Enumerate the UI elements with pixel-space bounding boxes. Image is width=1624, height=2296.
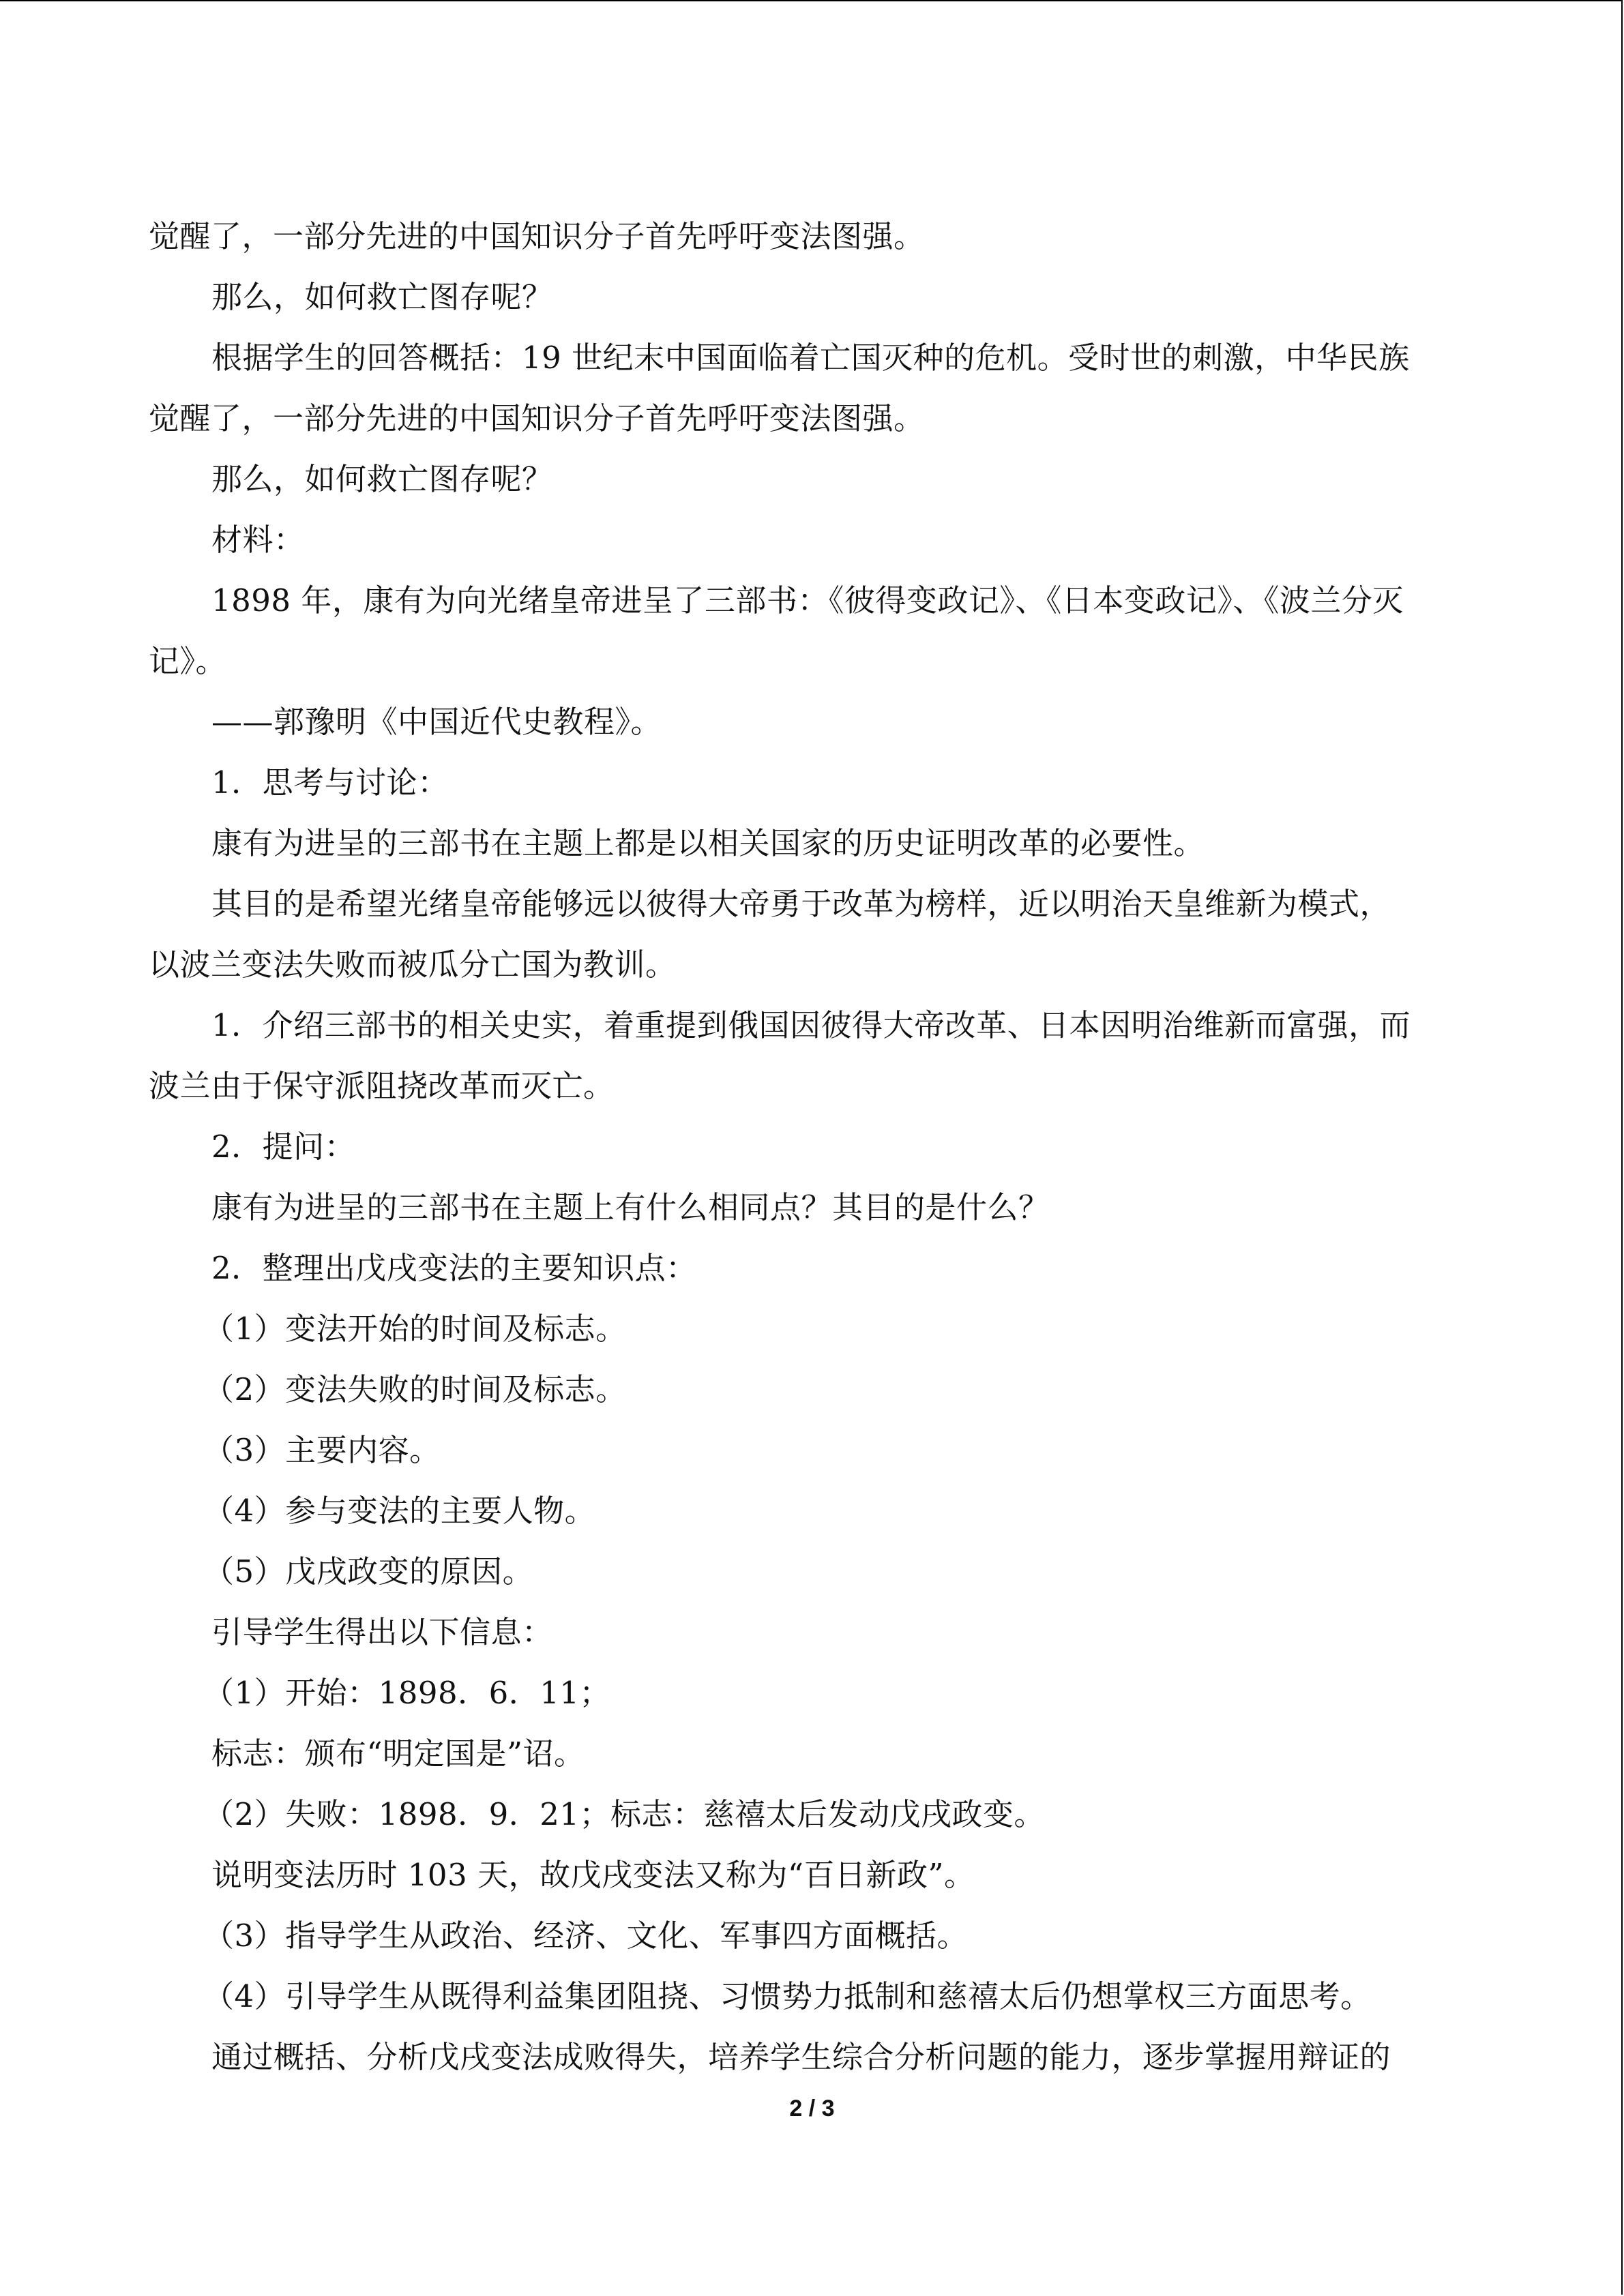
text-line: 以波兰变法失败而被瓜分亡国为教训。 <box>149 946 677 983</box>
text-line: 标志：颁布“明定国是”诏。 <box>211 1735 585 1772</box>
text-line: 引导学生得出以下信息： <box>211 1614 553 1650</box>
text-line: （2）失败：1898．9．21；标志：慈禧太后发动戊戌政变。 <box>203 1796 1046 1832</box>
text-line: 觉醒了，一部分先进的中国知识分子首先呼吁变法图强。 <box>149 218 925 254</box>
text-line: 1．思考与讨论： <box>211 764 449 801</box>
text-line: （3）主要内容。 <box>203 1432 441 1468</box>
text-line: （4）参与变法的主要人物。 <box>203 1493 596 1529</box>
text-line: （4）引导学生从既得利益集团阻挠、习惯势力抵制和慈禧太后仍想掌权三方面思考。 <box>203 1978 1372 2014</box>
text-line: 1．介绍三部书的相关史实，着重提到俄国因彼得大帝改革、日本因明治维新而富强，而 <box>211 1007 1411 1043</box>
text-line: （2）变法失败的时间及标志。 <box>203 1371 627 1407</box>
text-line: 2．提问： <box>211 1129 356 1165</box>
page-number: 2 / 3 <box>789 2096 835 2121</box>
text-line: 康有为进呈的三部书在主题上有什么相同点？其目的是什么？ <box>211 1189 1050 1225</box>
text-line: 1898 年，康有为向光绪皇帝进呈了三部书：《彼得变政记》、《日本变政记》、《波兰分灭 <box>211 582 1404 618</box>
text-line: 那么，如何救亡图存呢？ <box>211 279 553 315</box>
text-line: 康有为进呈的三部书在主题上都是以相关国家的历史证明改革的必要性。 <box>211 825 1205 861</box>
text-line: ——郭豫明《中国近代史教程》。 <box>211 704 662 740</box>
text-line: （1）开始：1898．6．11； <box>203 1675 611 1711</box>
text-line: 波兰由于保守派阻挠改革而灭亡。 <box>149 1068 615 1104</box>
text-line: 2．整理出戊戌变法的主要知识点： <box>211 1250 697 1286</box>
text-line: （3）指导学生从政治、经济、文化、军事四方面概括。 <box>203 1918 969 1954</box>
text-line: 根据学生的回答概括：19 世纪末中国面临着亡国灭种的危机。受时世的刺激，中华民族 <box>211 340 1410 376</box>
document-body <box>149 206 1473 2087</box>
text-line: （5）戊戌政变的原因。 <box>203 1553 534 1590</box>
text-line: 觉醒了，一部分先进的中国知识分子首先呼吁变法图强。 <box>149 400 925 436</box>
text-line: 材料： <box>211 522 305 558</box>
text-line: 通过概括、分析戊戌变法成败得失，培养学生综合分析问题的能力，逐步掌握用辩证的 <box>211 2039 1391 2075</box>
text-line: 那么，如何救亡图存呢？ <box>211 461 553 497</box>
text-line: 说明变法历时 103 天，故戊戌变法又称为“百日新政”。 <box>211 1857 975 1893</box>
text-line: 记》。 <box>149 643 227 679</box>
text-line: （1）变法开始的时间及标志。 <box>203 1311 627 1347</box>
text-line: 其目的是希望光绪皇帝能够远以彼得大帝勇于改革为榜样，近以明治天皇维新为模式， <box>211 886 1391 922</box>
